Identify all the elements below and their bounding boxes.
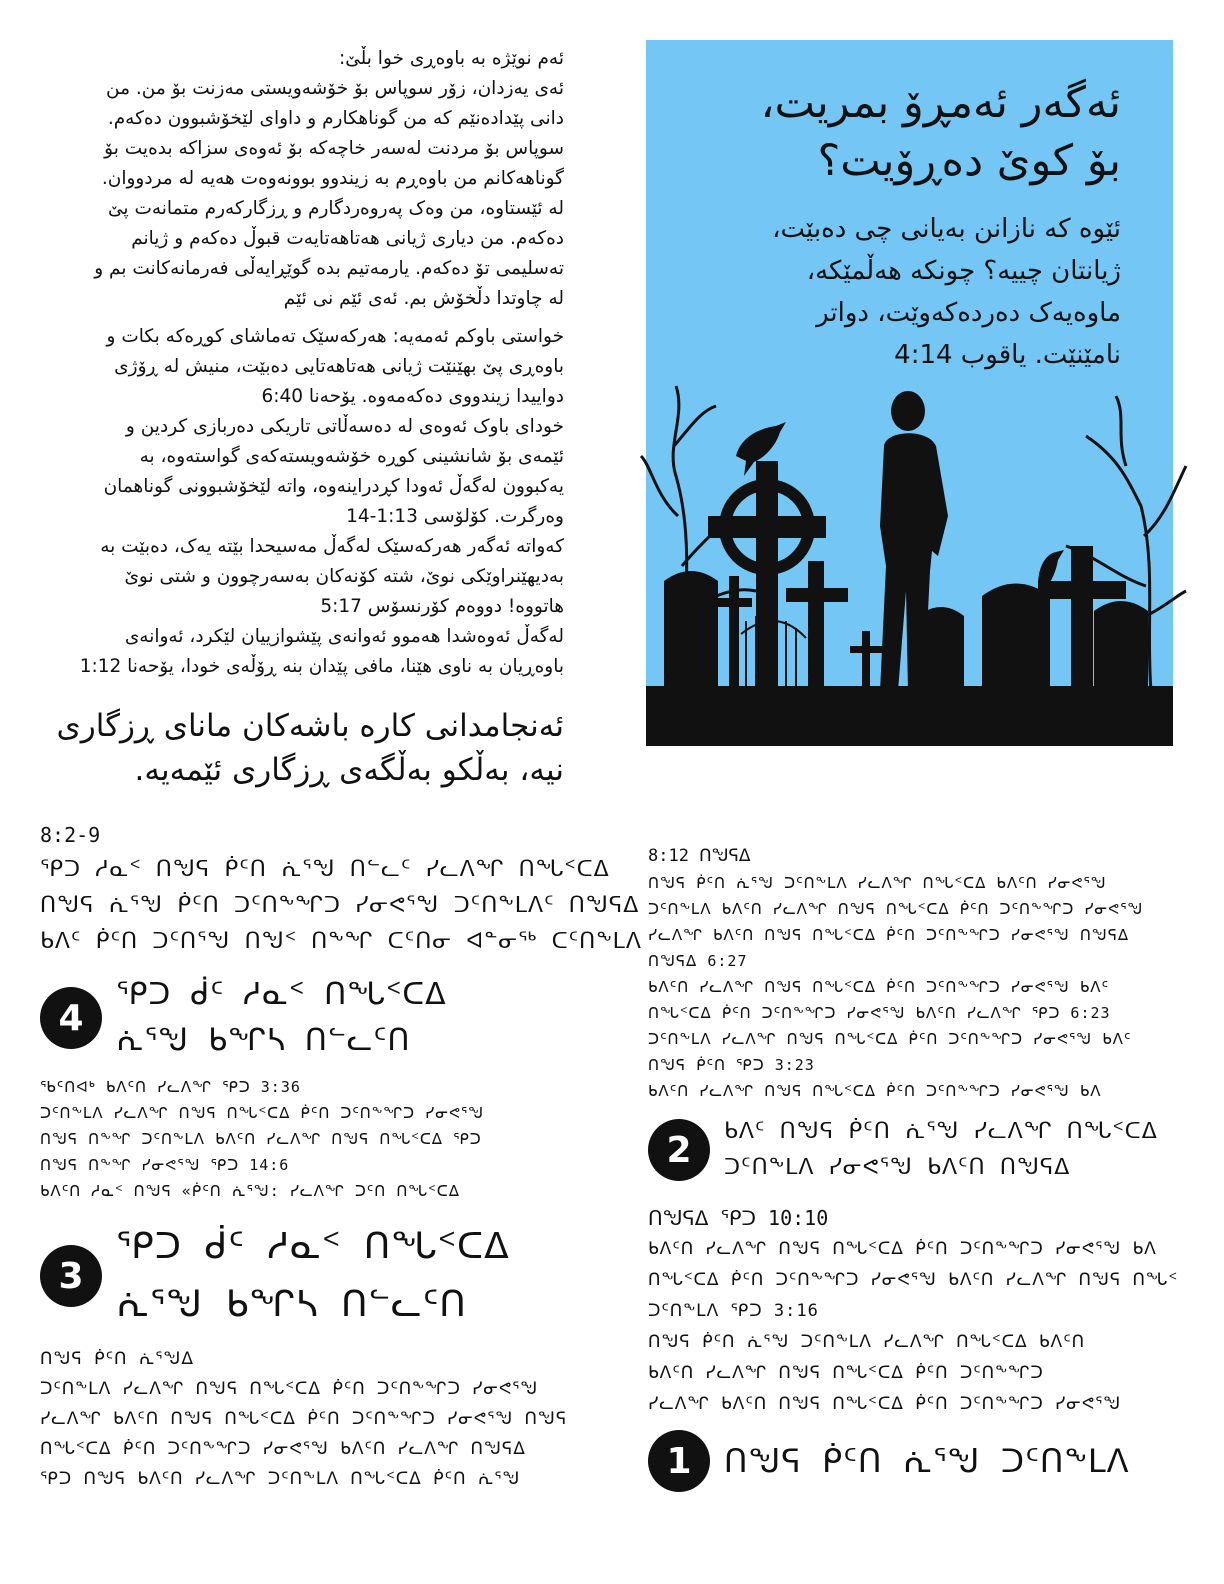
section4-heading-text	[116, 972, 556, 1064]
section4-verses	[40, 1074, 564, 1204]
section4-intro-line: ᑎᖑᕋ ᕇᕐᖑ ᑮᑦᑎ ᑐᑦᑎᖕᖏᑐ ᓯᓂᕙᕐᖑ ᑐᑦᑎᖕᒪᐱᑦ ᑎᖑᕋᐃ	[40, 893, 640, 918]
poster-title	[681, 74, 1121, 190]
section1-line: ᑎᖓᑉᑕᐃ ᑮᑦᑎ ᑐᑦᑎᖕᖏᑐ ᓯᓂᕙᕐᖑ ᑲᐱᑦᑎ ᓯᓚᐱᖏ ᑎᖑᕋ ᑎᖓᑉ	[648, 1270, 1178, 1290]
section4-intro-line: ᕿᑐ ᓱᓇᑉ ᑎᖑᕋ ᑮᑦᑎ ᕇᕐᖑ ᑎᓪᓚᑦ ᓯᓚᐱᖏ ᑎᖓᑉᑕᐃ	[40, 857, 610, 882]
section2-number-badge: 2	[648, 1119, 710, 1181]
scripture-line: دواییدا زیندووی دەکەمەوە. یۆحەنا 6:40	[261, 386, 564, 407]
poster-verse-line: ئێوە کە نازانن بەیانی چی دەبێت،	[772, 214, 1121, 244]
scripture-line: باوەڕیان بە ناوی هێنا، مافی پێدان بنە ڕۆڵەی خودا، یۆحەنا 1:12	[79, 656, 564, 677]
prayer-column	[40, 44, 564, 792]
section1-heading-text: ᑎᖑᕋ ᑮᑦᑎ ᕇᕐᖑ ᑐᑦᑎᖕᒪᐱ	[724, 1442, 1130, 1480]
section3-number-badge: 3	[40, 1245, 102, 1307]
section4-heading-line: ᕿᑐ ᑰᑦ ᓱᓇᑉ ᑎᖓᑉᑕᐃ	[116, 977, 447, 1012]
section4-number-badge: 4	[40, 987, 102, 1049]
scripture-line: هاتووە! دووەم کۆرنسۆس 5:17	[320, 596, 564, 617]
prayer-line: لە چاوتدا دڵخۆش بم. ئەی ئێم نی ئێم	[283, 288, 564, 309]
ground	[646, 686, 1173, 746]
scripture-line: خواستی باوکم ئەمەیە: هەرکەسێک تەماشای کوڕەکە بکات و	[106, 326, 564, 347]
scripture-line: وەرگرت. کۆلۆسی 1:13-14	[346, 506, 564, 527]
section2-heading-line: ᑲᐱᑦ ᑎᖑᕋ ᑮᑦᑎ ᕇᕐᖑ ᓯᓚᐱᖏ ᑎᖓᑉᑕᐃ	[724, 1119, 1158, 1144]
section2-line: ᑲᐱᑦᑎ ᓯᓚᐱᖏ ᑎᖑᕋ ᑎᖓᑉᑕᐃ ᑮᑦᑎ ᑐᑦᑎᖕᖏᑐ ᓯᓂᕙᕐᖑ ᑲᐱ	[648, 1082, 1102, 1100]
prayer-line: دەکەم. من دیاری ژیانی هەتاهەتایەت قبوڵ دەکەم و ژیانم	[131, 228, 564, 249]
section3-heading	[40, 1218, 564, 1334]
section2-line: ᑐᑦᑎᖕᒪᐱ ᓯᓚᐱᖏ ᑎᖑᕋ ᑎᖓᑉᑕᐃ ᑮᑦᑎ ᑐᑦᑎᖕᖏᑐ ᓯᓂᕙᕐᖑ ᑲᐱᑦ	[648, 1030, 1132, 1048]
poster-verse-line: ژیانتان چییە؟ چونکە هەڵمێکە،	[806, 256, 1121, 286]
bottom-right-column	[648, 842, 1178, 1492]
small-crosses	[716, 561, 882, 691]
section2-line: ᑎᖑᕋᐃ 6:27	[648, 952, 748, 970]
section3-verse-line: ᑐᑦᑎᖕᒪᐱ ᓯᓚᐱᖏ ᑎᖑᕋ ᑎᖓᑉᑕᐃ ᑮᑦᑎ ᑐᑦᑎᖕᖏᑐ ᓯᓂᕙᕐᖑ	[40, 1379, 539, 1399]
prayer-line: ئەم نوێژە بە باوەڕی خوا بڵێ:	[339, 48, 564, 69]
salvation-heading-line: نیە، بەڵکو بەڵگەی ڕزگاری ئێمەیە.	[134, 752, 564, 788]
section2-line: ᑎᖑᕋ ᑮᑦᑎ ᕇᕐᖑ ᑐᑦᑎᖕᒪᐱ ᓯᓚᐱᖏ ᑎᖓᑉᑕᐃ ᑲᐱᑦᑎ ᓯᓂᕙᕐᖑ	[648, 874, 1107, 892]
prayer-line: تەسلیمی تۆ دەکەم. یارمەتیم بدە گوێڕایەڵی فەرمانەکانت بم و	[94, 258, 564, 279]
poster	[646, 40, 1173, 746]
section4-verse-line: ᑎᖑᕋ ᑎᖕᖏ ᑐᑦᑎᖕᒪᐱ ᑲᐱᑦᑎ ᓯᓚᐱᖏ ᑎᖑᕋ ᑎᖓᑉᑕᐃ ᕿᑐ	[40, 1130, 482, 1148]
section2-reference: 8:12 ᑎᖑᕋᐃ	[648, 846, 751, 866]
section4-verse-line: ᑐᑦᑎᖕᒪᐱ ᓯᓚᐱᖏ ᑎᖑᕋ ᑎᖓᑉᑕᐃ ᑮᑦᑎ ᑐᑦᑎᖕᖏᑐ ᓯᓂᕙᕐᖑ	[40, 1104, 485, 1122]
section4-verse-line: ᑎᖑᕋ ᑎᖕᖏ ᓯᓂᕙᕐᖑ ᕿᑐ 14:6	[40, 1156, 290, 1174]
scripture-line: خودای باوک ئەوەی لە دەسەڵاتی تاریکی دەربازی کردین و	[125, 416, 564, 437]
section4-reference: 8:2-9	[40, 823, 101, 847]
scripture-line: باوەڕی پێ بهێنێت ژیانی هەتاهەتایی دەبێت، منیش لە ڕۆژی	[114, 356, 564, 377]
section3-heading-line: ᕿᑐ ᑰᑦ ᓱᓇᑉ ᑎᖓᑉᑕᐃ	[116, 1226, 510, 1267]
prayer-line: دانی پێدادەنێم کە من گوناهکارم و داوای لێخۆشبوون دەکەم.	[107, 108, 564, 129]
scripture-line: لەگەڵ ئەوەشدا هەموو ئەوانەی پێشوازییان لێکرد، ئەوانەی	[124, 626, 564, 647]
section1-line: ᑲᐱᑦᑎ ᓯᓚᐱᖏ ᑎᖑᕋ ᑎᖓᑉᑕᐃ ᑮᑦᑎ ᑐᑦᑎᖕᖏᑐ	[648, 1363, 1044, 1383]
poster-verse	[661, 208, 1121, 376]
section2-line: ᑐᑦᑎᖕᒪᐱ ᑲᐱᑦᑎ ᓯᓚᐱᖏ ᑎᖑᕋ ᑎᖓᑉᑕᐃ ᑮᑦᑎ ᑐᑦᑎᖕᖏᑐ ᓯᓂᕙᕐᖑ	[648, 900, 1144, 918]
prayer-line: ئەی یەزدان، زۆر سوپاس بۆ خۆشەویستی مەزنت بۆ من. من	[106, 78, 564, 99]
salvation-heading-line: ئەنجامدانی کارە باشەکان مانای ڕزگاری	[56, 708, 564, 744]
section1-number-badge: 1	[648, 1430, 710, 1492]
section1-line: ᑎᖑᕋ ᑮᑦᑎ ᕇᕐᖑ ᑐᑦᑎᖕᒪᐱ ᓯᓚᐱᖏ ᑎᖓᑉᑕᐃ ᑲᐱᑦᑎ	[648, 1332, 1086, 1352]
poster-verse-line: نامێنێت. یاقوب 4:14	[894, 340, 1121, 370]
prayer-line: گوناهەکانم من باوەڕم بە زیندوو بوونەوەت هەیە لە مردووان.	[101, 168, 564, 189]
section2-heading	[648, 1114, 1174, 1186]
scripture-line: یەکبوون لەگەڵ ئەودا کڕدراینەوە، واتە لێخۆشبوونی گوناهمان	[103, 476, 564, 497]
poster-title-line: ئەگەر ئەمڕۆ بمریت،	[760, 78, 1121, 128]
section4-verse-line: ᖃᑦᑎᐊᒃ ᑲᐱᑦᑎ ᓯᓚᐱᖏ ᕿᑐ 3:36	[40, 1078, 301, 1096]
section3-heading-line: ᕇᕐᖑ ᑲᖏᓴ ᑎᓪᓚᑦᑎ	[116, 1284, 467, 1325]
section3-heading-text	[116, 1218, 556, 1334]
section4-intro-line: ᑲᐱᑦ ᑮᑦᑎ ᑐᑦᑎᕐᖑ ᑎᖑᑉ ᑎᖕᖏ ᑕᑦᑎᓂ ᐊᓐᓂᖅ ᑕᑦᑎᖕᒪᐱ	[40, 929, 642, 954]
section3-verses	[40, 1344, 568, 1494]
section2-line: ᑲᐱᑦᑎ ᓯᓚᐱᖏ ᑎᖑᕋ ᑎᖓᑉᑕᐃ ᑮᑦᑎ ᑐᑦᑎᖕᖏᑐ ᓯᓂᕙᕐᖑ ᑲᐱᑦ	[648, 978, 1110, 996]
section3-verse-line: ᓯᓚᐱᖏ ᑲᐱᑦᑎ ᑎᖑᕋ ᑎᖓᑉᑕᐃ ᑮᑦᑎ ᑐᑦᑎᖕᖏᑐ ᓯᓂᕙᕐᖑ ᑎᖑᕋ	[40, 1409, 568, 1429]
section1-line: ᑲᐱᑦᑎ ᓯᓚᐱᖏ ᑎᖑᕋ ᑎᖓᑉᑕᐃ ᑮᑦᑎ ᑐᑦᑎᖕᖏᑐ ᓯᓂᕙᕐᖑ ᑲᐱ	[648, 1239, 1157, 1259]
scripture-line: کەواتە ئەگەر هەرکەسێک لەگەڵ مەسیحدا بێتە یەک، دەبێت بە	[100, 536, 564, 557]
section1-line: ᓯᓚᐱᖏ ᑲᐱᑦᑎ ᑎᖑᕋ ᑎᖓᑉᑕᐃ ᑮᑦᑎ ᑐᑦᑎᖕᖏᑐ ᓯᓂᕙᕐᖑ	[648, 1394, 1122, 1414]
scripture-line: ئێمەی بۆ شانشینی کوڕە خۆشەویستەکەی گواستەوە، بە	[139, 446, 564, 467]
section2-line: ᑎᖑᕋ ᑮᑦᑎ ᕿᑐ 3:23	[648, 1056, 815, 1074]
section2-line: ᓯᓚᐱᖏ ᑲᐱᑦᑎ ᑎᖑᕋ ᑎᖓᑉᑕᐃ ᑮᑦᑎ ᑐᑦᑎᖕᖏᑐ ᓯᓂᕙᕐᖑ ᑎᖑᕋᐃ	[648, 926, 1130, 944]
section1-line: ᑐᑦᑎᖕᒪᐱ ᕿᑐ 3:16	[648, 1301, 819, 1321]
prayer-block	[40, 44, 564, 314]
section2-heading-line: ᑐᑦᑎᖕᒪᐱ ᓯᓂᕙᕐᖑ ᑲᐱᑦᑎ ᑎᖑᕋᐃ	[724, 1155, 1071, 1180]
salvation-heading	[40, 704, 564, 792]
section4-verse-line: ᑲᐱᑦᑎ ᓱᓇᑉ ᑎᖑᕋ «ᑮᑦᑎ ᕇᕐᖑ: ᓯᓚᐱᖏ ᑐᑦᑎ ᑎᖓᑉᑕᐃ	[40, 1182, 461, 1200]
scripture-block	[40, 322, 564, 682]
prayer-line: لە ئێستاوە، من وەک پەروەردگارم و ڕزگارکەرم متمانەت پێ	[108, 198, 564, 219]
bottom-left-column	[40, 818, 642, 1494]
section3-verse-line: ᕿᑐ ᑎᖑᕋ ᑲᐱᑦᑎ ᓯᓚᐱᖏ ᑐᑦᑎᖕᒪᐱ ᑎᖓᑉᑕᐃ ᑮᑦᑎ ᕇᕐᖑ	[40, 1469, 521, 1489]
section3-verse-line: ᑎᖑᕋ ᑮᑦᑎ ᕇᕐᖑᐃ	[40, 1349, 195, 1369]
poster-verse-line: ماوەیەک دەردەکەوێت، دواتر	[816, 298, 1121, 328]
section2-line: ᑎᖓᑉᑕᐃ ᑮᑦᑎ ᑐᑦᑎᖕᖏᑐ ᓯᓂᕙᕐᖑ ᑲᐱᑦᑎ ᓯᓚᐱᖏ ᕿᑐ 6:23	[648, 1004, 1111, 1022]
section4-heading-line: ᕇᕐᖑ ᑲᖏᓴ ᑎᓪᓚᑦᑎ	[116, 1023, 411, 1058]
section2-heading-text	[724, 1114, 1174, 1186]
poster-title-line: بۆ کوێ دەڕۆیت؟	[817, 136, 1121, 186]
graveyard-illustration	[646, 366, 1173, 746]
section3-verse-line: ᑎᖓᑉᑕᐃ ᑮᑦᑎ ᑐᑦᑎᖕᖏᑐ ᓯᓂᕙᕐᖑ ᑲᐱᑦᑎ ᓯᓚᐱᖏ ᑎᖑᕋᐃ	[40, 1439, 526, 1459]
section4-heading	[40, 972, 564, 1064]
prayer-line: سوپاس بۆ مردنت لەسەر خاچەکە بۆ ئەوەی سزاکە بدەیت بۆ	[104, 138, 564, 159]
section1-reference: ᑎᖑᕋᐃ ᕿᑐ 10:10	[648, 1206, 829, 1230]
section1-heading	[648, 1430, 1174, 1492]
scripture-line: بەدیهێنراوێکی نوێ، شتە کۆنەکان بەسەرچوون و شتی نوێ	[124, 566, 564, 587]
